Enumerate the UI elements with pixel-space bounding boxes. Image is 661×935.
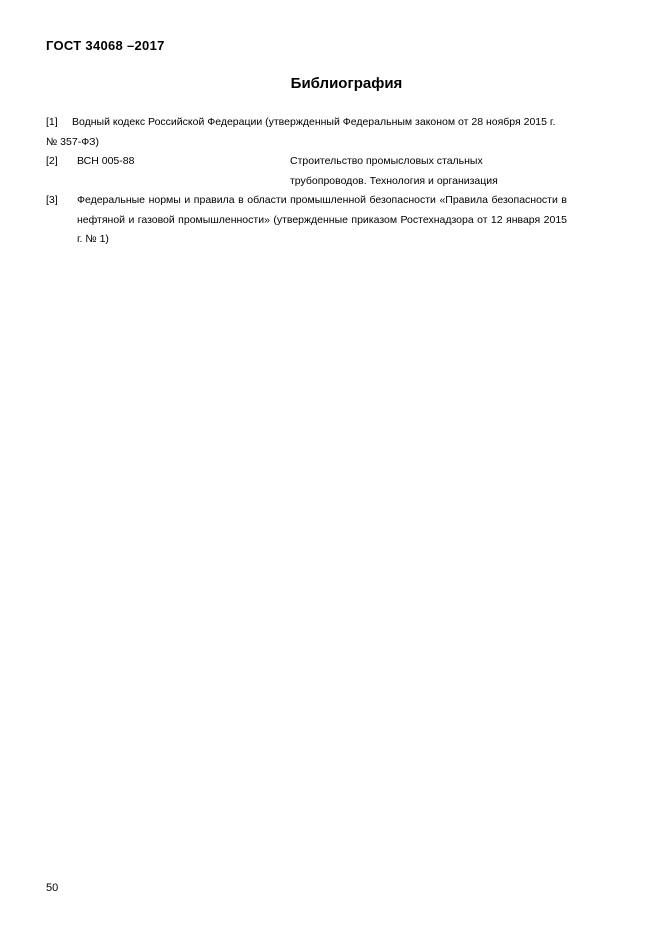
entry-number: [2]: [46, 155, 58, 167]
entry-number: [3]: [46, 194, 58, 206]
page-number: 50: [46, 882, 59, 894]
bibliography-entry-2: [46, 152, 567, 191]
document-code: ГОСТ 34068 –2017: [46, 38, 165, 53]
entry-title: Строительство промысловых стальных трубопроводов. Технология и организация: [290, 155, 498, 187]
entry-code: ВСН 005-88: [77, 155, 135, 167]
entry-number: [1]: [46, 116, 58, 128]
entry-text: Водный кодекс Российской Федерации (утвержденный Федеральным законом от 28 ноября 2015 г. № 357-ФЗ): [46, 116, 556, 148]
bibliography-entry-1: [46, 113, 567, 152]
entry-text: Федеральные нормы и правила в области промышленной безопасности «Правила безопасности в нефтяной и газовой промышленности» (утвержденные приказом Ростехнадзора от 12 января 2015 г. № 1): [77, 194, 567, 245]
bibliography-entry-3: [46, 191, 567, 250]
bibliography-list: [46, 113, 567, 250]
section-title: Библиография: [290, 75, 403, 92]
